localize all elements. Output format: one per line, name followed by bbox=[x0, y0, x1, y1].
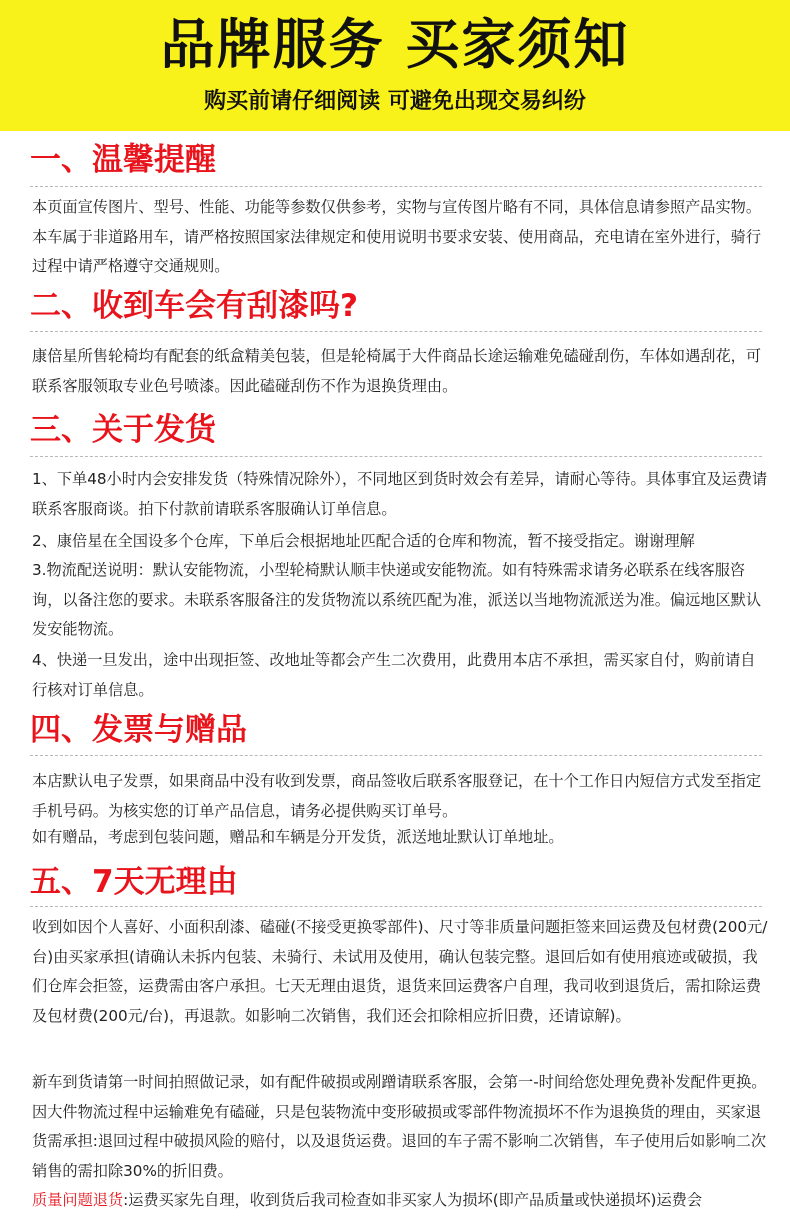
invoice-paragraph: 本店默认电子发票，如果商品中没有收到发票，商品签收后联系客服登记，在十个工作日内短信方式发至指定手机号码。为核实您的订单产品信息，请务必提供购买订单号。 bbox=[32, 772, 761, 820]
page-title: 品牌服务 买家须知 bbox=[160, 13, 630, 76]
section-paragraph: 康倍星所售轮椅均有配套的纸盒精美包装，但是轮椅属于大件商品长途运输难免磕碰刮伤，车体如遇刮花，可联系客服领取专业色号喷漆。因此磕碰刮伤不作为退换货理由。 bbox=[32, 347, 761, 395]
quality-return-text: :运费买家先自理，收到货后我司检查如非买家人为损坏(即产品质量或快递损坏)运费会 bbox=[123, 1191, 703, 1209]
section-divider bbox=[30, 456, 762, 457]
page-subtitle: 购买前请仔细阅读 可避免出现交易纠纷 bbox=[204, 89, 586, 114]
section-divider bbox=[30, 906, 762, 907]
header-banner bbox=[0, 0, 790, 131]
section-title-shipping: 三、关于发货 bbox=[30, 412, 216, 448]
quality-return-label: 质量问题退货 bbox=[32, 1191, 124, 1209]
shipping-item-1: 1、下单48小时内会安排发货（特殊情况除外），不同地区到货时效会有差异，请耐心等待。具体事宜及运费请联系客服商谈。拍下付款前请联系客服确认订单信息。 bbox=[32, 470, 768, 518]
gift-paragraph: 如有赠品，考虑到包装问题，赠品和车辆是分开发货，派送地址默认订单地址。 bbox=[32, 828, 564, 846]
shipping-item-4: 4、快递一旦发出，途中出现拒签、改地址等都会产生二次费用，此费用本店不承担，需买家自付，购前请自行核对订单信息。 bbox=[32, 651, 756, 699]
section-title-invoice: 四、发票与赠品 bbox=[30, 712, 247, 748]
section-divider bbox=[30, 755, 762, 756]
section-title-scratch: 二、收到车会有刮漆吗? bbox=[30, 288, 358, 324]
return-paragraph-2: 新车到货请第一时间拍照做记录，如有配件破损或剐蹭请联系客服，会第一-时间给您处理免费补发配件更换。因大件物流过程中运输难免有磕碰，只是包装物流中变形破损或零部件物流损坏不作为退换货的理由，买家退货需承担:退回过程中破损风险的赔付，以及退货运费。退回的车子需不影响二次销售，车子使用后如影响二次销售的需扣除30%的折旧费。 bbox=[32, 1073, 767, 1180]
quality-return-paragraph bbox=[32, 1186, 770, 1216]
section-paragraph: 本页面宣传图片、型号、性能、功能等参数仅供参考，实物与宣传图片略有不同，具体信息请参照产品实物。本车属于非道路用车，请严格按照国家法律规定和使用说明书要求安装、使用商品，充电请在室外进行，骑行过程中请严格遵守交通规则。 bbox=[32, 198, 761, 275]
section-title-return: 五、7天无理由 bbox=[30, 864, 238, 900]
section-title-reminder: 一、温馨提醒 bbox=[30, 142, 216, 178]
section-divider bbox=[30, 331, 762, 332]
shipping-item-3: 3.物流配送说明：默认安能物流，小型轮椅默认顺丰快递或安能物流。如有特殊需求请务必联系在线客服咨询，以备注您的要求。未联系客服备注的发货物流以系统匹配为准，派送以当地物流派送为准。偏远地区默认发安能物流。 bbox=[32, 561, 761, 638]
shipping-item-2: 2、康倍星在全国设多个仓库，下单后会根据地址匹配合适的仓库和物流，暂不接受指定。谢谢理解 bbox=[32, 532, 695, 550]
return-paragraph-1: 收到如因个人喜好、小面积刮漆、磕碰(不接受更换零部件)、尺寸等非质量问题拒签来回运费及包材费(200元/台)由买家承担(请确认未拆内包装、未骑行、未试用及使用，确认包装完整。退回后如有使用痕迹或破损，我们仓库会拒签，运费需由客户承担。七天无理由退货，退货来回运费客户自理，我司收到退货后，需扣除运费及包材费(200元/台)，再退款。如影响二次销售，我们还会扣除相应折旧费，还请谅解)。 bbox=[32, 918, 768, 1025]
section-divider bbox=[30, 186, 762, 187]
